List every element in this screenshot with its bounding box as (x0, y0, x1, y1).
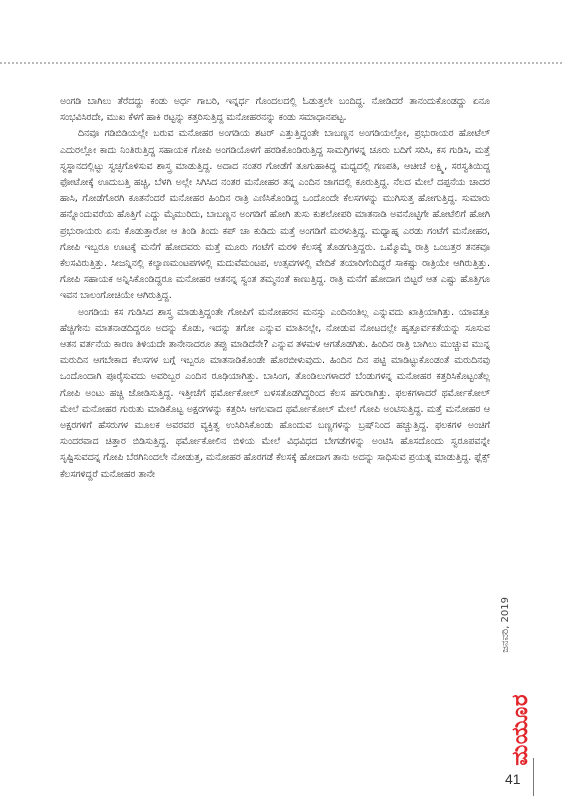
article-body (60, 94, 490, 483)
issue-date: ಜನವರಿ, 2019 (500, 597, 511, 653)
article-paragraph-3: ಅಂಗಡಿಯ ಕಸ ಗುಡಿಸಿದ ಶಾಸ್ತ್ರ ಮಾಡುತ್ತಿದ್ದಂತೇ ಗೋಪಿಗೆ ಮನೋಹರನ ಮನಸ್ಸು ಎಂದಿನಂತಿಲ್ಲ ಎನ್ನುವದು ಖಾತ್ರಿಯಾಗಿತ್ತು. ಯಾವತ್ತೂ ಹೆಚ್ಚಿಗೇನು ಮಾತನಾಡದಿದ್ದರೂ ಅದನ್ನು ಕೊಡು, ಇದನ್ನು ತಗೋ ಎನ್ನುವ ಮಾತಿನಲ್ಲೇ, ನೋಡುವ ನೋಟದಲ್ಲೇ ಹೃತ್ಪೂರ್ವಕತೆಯನ್ನು ಸೂಸುವ ಆತನ ವರ್ತನೆಯ ಕಾರಣ ತಿಳಿಯದೇ ತಾನೇನಾದರೂ ತಪ್ಪು ಮಾಡಿದೆನೇ? ಎನ್ನುವ ತಳಮಳ ಆಗತೊಡಗಿತು. ಹಿಂದಿನ ರಾತ್ರಿ ಬಾಗಿಲು ಮುಚ್ಚುವ ಮುನ್ನ ಮರುದಿನ ಆಗಬೇಕಾದ ಕೆಲಸಗಳ ಬಗ್ಗೆ ಇಬ್ಬರೂ ಮಾತನಾಡಿಕೊಂಡೇ ಹೊರಬೀಳುವುದು. ಹಿಂದಿನ ದಿನ ಪಟ್ಟಿ ಮಾಡಿಟ್ಟುಕೊಂಡಂತೆ ಮರುದಿನವು ಒಂದೊಂದಾಗಿ ಪೂರೈಸುವದು ಅವರಿಬ್ಬರ ಎಂದಿನ ರೂಢಿಯಾಗಿತ್ತು. ಬಾಸಿಂಗ, ತೊಂಡಿಲುಗಳಾದರೆ ಬೆಂಡುಗಳನ್ನ ಮನೋಹರ ಕತ್ತರಿಸಿಕೊಟ್ಟಂತೆಲ್ಲ ಗೋಪಿ ಅಂಟು ಹಚ್ಚಿ ಜೋಡಿಸುತ್ತಿದ್ದ. ಇತ್ತೀಚೆಗೆ ಥರ್ಮೋಕೋಲ್ ಬಳಸತೊಡಗಿದ್ದರಿಂದ ಕೆಲಸ ಹಗುರಾಗಿತ್ತು. ಫಲಕಗಳಾದರೆ ಥರ್ಮೋಕೋಲ್ ಮೇಲೆ ಮನೋಹರ ಗುರುತು ಮಾಡಿಕೊಟ್ಟ ಅಕ್ಷರಗಳನ್ನು ಕತ್ತರಿಸಿ ಆಗಲವಾದ ಥರ್ಮೋಕೋಲ್ ಮೇಲೆ ಗೋಪಿ ಅಂಟಿಸುತ್ತಿದ್ದ. ಮತ್ತೆ ಮನೋಹರ ಆ ಅಕ್ಷರಗಳಿಗೆ ಹೆಸರುಗಳ ಮೂಲಕ ಅವರವರ ವ್ಯಕ್ತಿತ್ವ ಉಸಿರಿಸಿಕೊಂಡು ಹೊಂದುವ ಬಣ್ಣಗಳನ್ನು ಬ್ರಷ್‌ನಿಂದ ಹಚ್ಚುತ್ತಿದ್ದ. ಫಲಕಗಳ ಅಂಚಿಗೆ ಸುಂದರವಾದ ಚಿತ್ತಾರ ಬಿಡಿಸುತ್ತಿದ್ದ. ಥರ್ಮೋಕೋಲಿನ ಬಿಳಿಯ ಮೇಲೆ ವಿಧವಿಧದ ಬೇಗಡೆಗಳನ್ನು ಅಂಟಿಸಿ ಹೊಸದೊಂದು ಸ್ವರೂಪವನ್ನೇ ಸೃಷ್ಟಿಸುವದನ್ನ ಗೋಪಿ ಬೆರಗಿನಿಂದಲೇ ನೋಡುತ್ತ, ಮನೋಹರ ಹೊರಗಡೆ ಕೆಲಸಕ್ಕೆ ಹೋದಾಗ ತಾನು ಅದನ್ನು ಸಾಧಿಸುವ ಪ್ರಯತ್ನ ಮಾಡುತ್ತಿದ್ದ. ಫ್ಲೆಕ್ಸ್ ಕೆಲಸಗಳಿದ್ದರೆ ಮನೋಹರ ತಾನೇ (60, 306, 490, 480)
article-paragraph-1: ಅಂಗಡಿ ಬಾಗಿಲು ತೆರೆದದ್ದು ಕಂಡು ಅರ್ಧ ಗಾಬರಿ, ಇನ್ನರ್ಧ ಗೊಂದಲದಲ್ಲಿ ಓಡುತ್ತಲೇ ಬಂದಿದ್ದ. ನೋಡಿದರೆ ತಾನಂದುಕೊಂಡದ್ದು ಏನೂ ಸಂಭವಿಸಿರದೇ, ಮುಖ ಕೆಳಗೆ ಹಾಕಿ ರಟ್ಟನ್ನು ಕತ್ತರಿಸುತ್ತಿದ್ದ ಮನೋಹರನನ್ನು ಕಂಡು ಸಮಾಧಾನಪಟ್ಟ. (60, 96, 490, 124)
magazine-brand: ಮಯೂರ (508, 694, 533, 766)
page-divider-line (533, 758, 534, 796)
article-paragraph-2: ದಿನವೂ ಗಡಿಬಿಡಿಯಲ್ಲೇ ಬರುವ ಮನೋಹರ ಅಂಗಡಿಯ ಶಟರ್ ಎತ್ತುತ್ತಿದ್ದಂತೇ ಬಾಬಣ್ಣನ ಅಂಗಡಿಯಲ್ಲೋ, ಪ್ರಭುರಾಯರ ಹೋಟೆಲ್ ಎದುರಲ್ಲೋ ಕಾದು ನಿಂತಿರುತ್ತಿದ್ದ ಸಹಾಯಕ ಗೋಪಿ ಅಂಗಡಿಯೊಳಗೆ ಹರಡಿಕೊಂಡಿರುತ್ತಿದ್ದ ಸಾಮಗ್ರಿಗಳನ್ನ ಚೂರು ಬದಿಗೆ ಸರಿಸಿ, ಕಸ ಗುಡಿಸಿ, ಮತ್ತೆ ಸ್ವಸ್ಥಾನದಲ್ಲಿಟ್ಟು ಸ್ವಚ್ಛಗೊಳಿಸುವ ಶಾಸ್ತ್ರ ಮಾಡುತ್ತಿದ್ದ. ಅದಾದ ನಂತರ ಗೋಡೆಗೆ ತೂಗುಹಾಕಿದ್ದ ಮಧ್ಯದಲ್ಲಿ ಗಣಪತಿ, ಆಚೀಚೆ ಲಕ್ಷ್ಮಿ, ಸರಸ್ವತಿಯಿದ್ದ ಫೋಟೋಕ್ಕೆ ಊದುಬತ್ತಿ ಹಚ್ಚಿ, ಬೆಳಗಿ ಅಲ್ಲೇ ಸಿಗಿಸಿದ ನಂತರ ಮನೋಹರ ತನ್ನ ಎಂದಿನ ಜಾಗದಲ್ಲಿ ಕೂರುತ್ತಿದ್ದ. ನೆಲದ ಮೇಲೆ ದಪ್ಪನೆಯ ಚಾದರ ಹಾಸಿ, ಗೋಡೆಗೊರಗಿ ಕೂತನೆಂದರೆ ಮನೋಹರ ಹಿಂದಿನ ರಾತ್ರಿ ಎಣಿಸಿಕೊಂಡಿದ್ದ ಒಂದೊಂದೇ ಕೆಲಸಗಳನ್ನು ಮುಗಿಸುತ್ತ ಹೋಗುತ್ತಿದ್ದ. ಸುಮಾರು ಹನ್ನೊಂದುವರೆಯ ಹೊತ್ತಿಗೆ ಎದ್ದು ಮೈಮುರಿದು, ಬಾಬಣ್ಣನ ಅಂಗಡಿಗೆ ಹೋಗಿ ತುಸು ಕುಶಲೋಪರಿ ಮಾತನಾಡಿ ಅವನೊಟ್ಟಿಗೇ ಹೋಟೆಲಿಗೆ ಹೋಗಿ ಪ್ರಭುರಾಯರು ಏನು ಕೊಡುತ್ತಾರೋ ಆ ತಿಂಡಿ ತಿಂದು ಕಪ್ ಚಾ ಕುಡಿದು ಮತ್ತೆ ಅಂಗಡಿಗೆ ಮರಳುತ್ತಿದ್ದ. ಮಧ್ಯಾಹ್ನ ಎರಡು ಗಂಟೆಗೆ ಮನೋಹರ, ಗೋಪಿ ಇಬ್ಬರೂ ಊಟಕ್ಕೆ ಮನೆಗೆ ಹೋದವರು ಮತ್ತೆ ಮೂರು ಗಂಟೆಗೆ ಮರಳಿ ಕೆಲಸಕ್ಕೆ ತೊಡಗುತ್ತಿದ್ದರು. ಒಮ್ಮೊಮ್ಮೆ ರಾತ್ರಿ ಒಂಬತ್ತರ ತನಕವೂ ಕೆಲಸವಿರುತ್ತಿತ್ತು. ಸೀಜನ್ನಿನಲ್ಲಿ ಕಲ್ಯಾಣಮಂಟಪಗಳಲ್ಲಿ ಮದುವೆಮಂಟಪ, ಉತ್ಸವಗಳಲ್ಲಿ ವೇದಿಕೆ ತಯಾರಿಗೆಂದಿದ್ದರೆ ಸಾಕಷ್ಟು ರಾತ್ರಿಯೇ ಆಗಿರುತ್ತಿತ್ತು. ಗೋಪಿ ಸಹಾಯಕ ಅನ್ನಿಸಿಕೊಂಡಿದ್ದರೂ ಮನೋಹರ ಆತನನ್ನ ಸ್ವಂತ ತಮ್ಮನಂತೆ ಕಾಣುತ್ತಿದ್ದ. ರಾತ್ರಿ ಮನೆಗೆ ಹೋದಾಗ ಬಿಟ್ಟರೆ ಆತ ಎಷ್ಟು ಹೊತ್ತಿಗೂ ಇವನ ಬಾಲಂಗೋಚಿಯೇ ಆಗಿರುತ್ತಿದ್ದ. (60, 128, 490, 302)
page-number: 41 (505, 771, 521, 787)
top-dotted-rule (0, 62, 562, 64)
